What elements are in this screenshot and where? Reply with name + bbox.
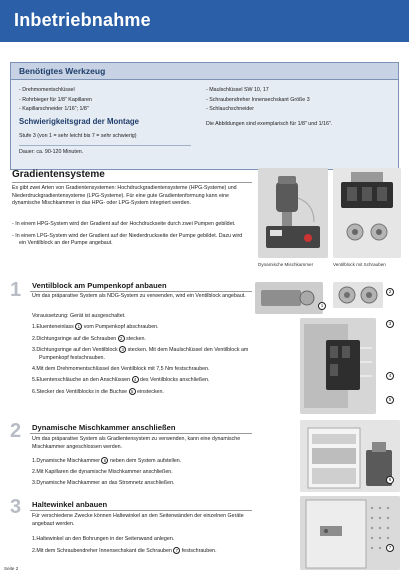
screws-image: [333, 282, 383, 308]
marker: 5: [129, 388, 136, 395]
step-intro: Für verschiedene Zwecke können Haltewinkel an den Seitenwänden der einzelnen Geräte angebaut werden.: [32, 513, 244, 527]
instruction-item: 1.Dynamische Mischkammer 6 neben dem System aufstellen.: [32, 457, 182, 464]
tools-list-left: [19, 86, 92, 115]
instruction-item: 6.Stecker des Ventilblocks in die Buchse 5 einstecken.: [32, 389, 164, 396]
marker: 7: [173, 547, 180, 554]
gradient-intro: Es gibt zwei Arten von Gradientensystemen: Hochdruckgradientensysteme (HPG-Systeme) und Niederdruckgradientensysteme (LPG-Systeme). Für eine gute Gradientenformung kann eine dynamische Mischkammer in das HPG- oder LPG-System integriert werden.: [12, 185, 237, 207]
mixing-chamber-photo: [258, 168, 328, 258]
valve-mount-image: [300, 318, 376, 414]
step-divider: [30, 510, 252, 511]
difficulty-text: Stufe 3 (von 1 = sehr leicht bis 7 = sehr schwierig): [19, 133, 137, 139]
pump-head-image: [255, 282, 323, 314]
callout-3: 3: [386, 320, 394, 328]
step-divider: [30, 291, 252, 292]
screws-photo: [333, 282, 383, 308]
marker: 3: [119, 346, 126, 353]
tool-item: - Rohrbieger für 1/8" Kapillaren: [19, 96, 92, 106]
marker: 2: [118, 335, 125, 342]
instruction-item: 5.Eluentenschläuche an den Anschlüssen 4 des Ventilblocks anschließen.: [32, 377, 210, 384]
tool-item: - Schraubendreher Innensechskant Größe 3: [206, 96, 310, 106]
divider: [19, 145, 191, 146]
step-title: Dynamische Mischkammer anschließen: [32, 423, 176, 432]
pump-head-photo: [255, 282, 323, 314]
callout-6: 6: [386, 476, 394, 484]
valve-block-image: [333, 168, 401, 258]
valve-mount-photo: [300, 318, 376, 414]
step-title: Ventilblock am Pumpenkopf anbauen: [32, 281, 167, 290]
step-number: 3: [10, 496, 22, 518]
valve-block-photo: [333, 168, 401, 258]
step-instructions: [32, 536, 250, 559]
step-precondition: Voraussetzung: Gerät ist ausgeschaltet.: [32, 313, 126, 319]
step-number: 1: [10, 279, 22, 301]
mixing-chamber-caption: Dynamische Mischkammer: [258, 262, 314, 267]
difficulty-title: Schwierigkeitsgrad der Montage: [19, 117, 140, 126]
valve-block-caption: Ventilblock mit Schrauben: [333, 262, 386, 267]
callout-7: 7: [386, 544, 394, 552]
step-title: Haltewinkel anbauen: [32, 500, 108, 509]
marker: 6: [101, 457, 108, 464]
bracket-photo: [300, 496, 400, 570]
step-divider: [30, 433, 252, 434]
instruction-item: 3.Dynamische Mischkammer an das Stromnetz anschließen.: [32, 479, 175, 486]
duration-text: Dauer: ca. 90-120 Minuten.: [19, 149, 84, 155]
callout-5: 5: [386, 396, 394, 404]
bracket-image: [300, 496, 400, 570]
page-number: Seite 2: [4, 566, 19, 571]
tool-item: - Schlauchschneider: [206, 105, 310, 115]
tool-item: - Drehmomentschlüssel: [19, 86, 92, 96]
section-title: Gradientensysteme: [12, 169, 105, 180]
tools-box: [10, 62, 399, 170]
step-intro: Um das präparative System als NDG-System zu verwenden, wird ein Ventilblock angebaut.: [32, 293, 246, 299]
instruction-item: 2.Dichtungsringe auf die Schrauben 2 stecken.: [32, 335, 146, 342]
instruction-item: 2.Mit Kapillaren die dynamische Mischkammer anschließen.: [32, 468, 173, 475]
tool-item: - Kapillarschneider 1/16"; 1/8": [19, 105, 92, 115]
tool-item: - Maulschlüssel SW 10, 17: [206, 86, 310, 96]
gradient-bullets: [12, 221, 250, 252]
instruction-item: 1.Eluenteneinlass 1 vom Pumpenkopf abschrauben.: [32, 323, 159, 330]
instruction-item: 1.Haltewinkel an den Bohrungen in der Seitenwand anlegen.: [32, 536, 175, 542]
page-title: Inbetriebnahme: [14, 10, 151, 30]
section-divider: [12, 182, 252, 183]
callout-1: 1: [318, 302, 326, 310]
page-header: [0, 0, 409, 42]
illustration-note: Die Abbildungen sind exemplarisch für 1/8" und 1/16".: [206, 121, 333, 127]
marker: 1: [75, 323, 82, 330]
instruction-item: 2.Mit dem Schraubendreher Innensechskant die Schrauben 7 festschrauben.: [32, 547, 217, 554]
step-number: 2: [10, 420, 22, 442]
mixing-chamber-image: [258, 168, 328, 258]
instruction-item: 3.Dichtungsringe auf den Ventilblock 3 stecken. Mit dem Maulschlüssel den Ventilblock am Pumpenkopf festschrauben.: [32, 347, 249, 361]
tools-title: Benötigtes Werkzeug: [11, 63, 398, 80]
instruction-item: 4.Mit dem Drehmomentschlüssel den Ventilblock mit 7,5 Nm festschrauben.: [32, 365, 210, 372]
bullet-item: - In einem LPG-System wird der Gradient auf der Niederdruckseite der Pumpe gebildet. Dazu wird ein Ventilblock an der Pumpe angebaut.: [12, 233, 250, 248]
step-instructions: [32, 457, 250, 490]
callout-4: 4: [386, 372, 394, 380]
system-photo: [300, 420, 400, 492]
step-intro: Um das präparative System als Gradientensystem zu verwenden, kann eine dynamische Mischkammer angeschlossen werden.: [32, 436, 241, 450]
system-image: [300, 420, 400, 492]
callout-2: 2: [386, 288, 394, 296]
marker: 4: [132, 376, 139, 383]
bullet-item: - In einem HPG-System wird der Gradient auf der Hochdruckseite durch zwei Pumpen gebildet.: [12, 221, 250, 229]
tools-list-right: [206, 86, 310, 115]
step-instructions: [32, 323, 250, 400]
